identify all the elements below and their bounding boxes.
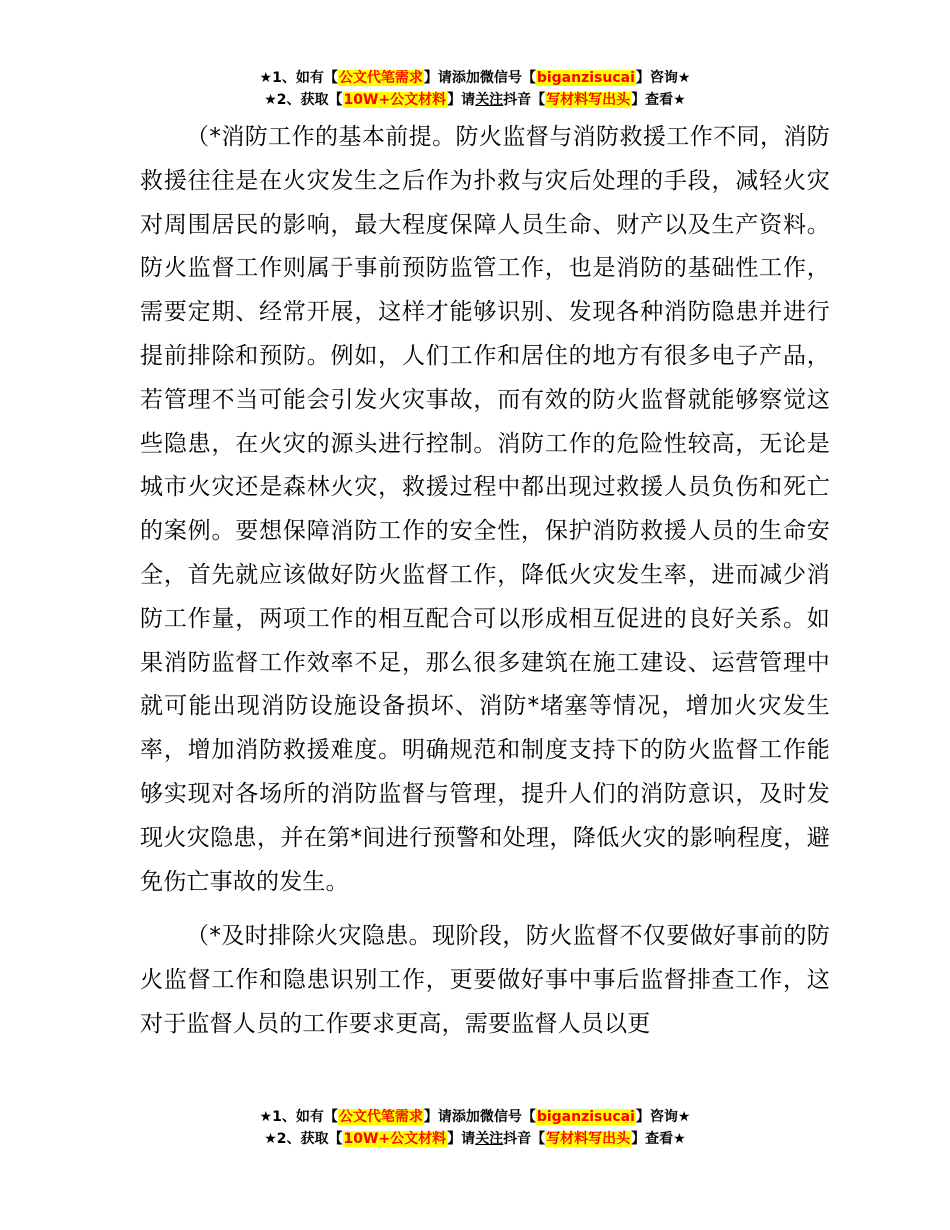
- header-banner: [0, 67, 950, 111]
- header-service-highlight: 公文代笔需求: [338, 70, 423, 86]
- header-line-1-prefix: ★1、如有【: [259, 70, 338, 86]
- paragraph-1: （*消防工作的基本前提。防火监督与消防救援工作不同，消防救援往往是在火灾发生之后作为扑救与灾后处理的手段，减轻火灾对周围居民的影响，最大程度保障人员生命、财产以及生产资料。防火监督工作则属于事前预防监管工作，也是消防的基础性工作，需要定期、经常开展，这样才能够识别、发现各种消防隐患并进行提前排除和预防。例如，人们工作和居住的地方有很多电子产品，若管理不当可能会引发火灾事故，而有效的防火监督就能够察觉这些隐患，在火灾的源头进行控制。消防工作的危险性较高，无论是城市火灾还是森林火灾，救援过程中都出现过救援人员负伤和死亡的案例。要想保障消防工作的安全性，保护消防救援人员的生命安全，首先就应该做好防火监督工作，降低火灾发生率，进而减少消防工作量，两项工作的相互配合可以形成相互促进的良好关系。如果消防监督工作效率不足，那么很多建筑在施工建设、运营管理中就可能出现消防设施设备损坏、消防*堵塞等情况，增加火灾发生率，增加消防救援难度。明确规范和制度支持下的防火监督工作能够实现对各场所的消防监督与管理，提升人们的消防意识，及时发现火灾隐患，并在第*间进行预警和处理，降低火灾的影响程度，避免伤亡事故的发生。: [140, 124, 830, 895]
- header-materials-highlight: 10W+公文材料: [343, 92, 447, 108]
- header-douyin-highlight: 写材料写出头: [546, 92, 631, 108]
- footer-line-1-mid: 】请: [423, 1109, 452, 1125]
- footer-wechat-id-highlight: biganzisucai: [536, 1109, 635, 1125]
- footer-banner: [0, 1106, 950, 1150]
- footer-douyin-highlight: 写材料写出头: [546, 1131, 631, 1147]
- header-line-2-prefix: ★2、获取【: [264, 92, 343, 108]
- footer-line-1-prefix: ★1、如有【: [259, 1109, 338, 1125]
- paragraph-2: （*及时排除火灾隐患。现阶段，防火监督不仅要做好事前的防火监督工作和隐患识别工作，更要做好事中事后监督排查工作，这对于监督人员的工作要求更高，需要监督人员以更: [140, 923, 830, 1037]
- header-line-2-mid2: 抖音【: [503, 92, 546, 108]
- header-line-2-mid: 】请: [447, 92, 476, 108]
- header-line-1-mid: 】请: [423, 70, 452, 86]
- header-line-1-mid2: 微信号【: [479, 70, 536, 86]
- header-line-2-suffix: 】查看★: [631, 92, 686, 108]
- footer-service-highlight: 公文代笔需求: [338, 1109, 423, 1125]
- footer-line-1-suffix: 】咨询★: [635, 1109, 691, 1125]
- footer-line-2-mid: 】请: [447, 1131, 476, 1147]
- header-line-1: [0, 67, 950, 89]
- footer-line-1-mid2: 微信号【: [479, 1109, 536, 1125]
- header-line-1-suffix: 】咨询★: [635, 70, 691, 86]
- footer-line-1: [0, 1106, 950, 1128]
- header-line-1-emphasis: 添加: [451, 70, 480, 86]
- footer-line-2: [0, 1128, 950, 1150]
- footer-line-1-emphasis: 添加: [451, 1109, 480, 1125]
- header-line-2-emphasis: 关注: [475, 92, 504, 108]
- footer-line-2-emphasis: 关注: [475, 1131, 504, 1147]
- header-wechat-id-highlight: biganzisucai: [536, 70, 635, 86]
- header-line-2: [0, 89, 950, 111]
- document-body: [140, 116, 830, 1047]
- footer-line-2-prefix: ★2、获取【: [264, 1131, 343, 1147]
- footer-line-2-suffix: 】查看★: [631, 1131, 686, 1147]
- footer-line-2-mid2: 抖音【: [503, 1131, 546, 1147]
- footer-materials-highlight: 10W+公文材料: [343, 1131, 447, 1147]
